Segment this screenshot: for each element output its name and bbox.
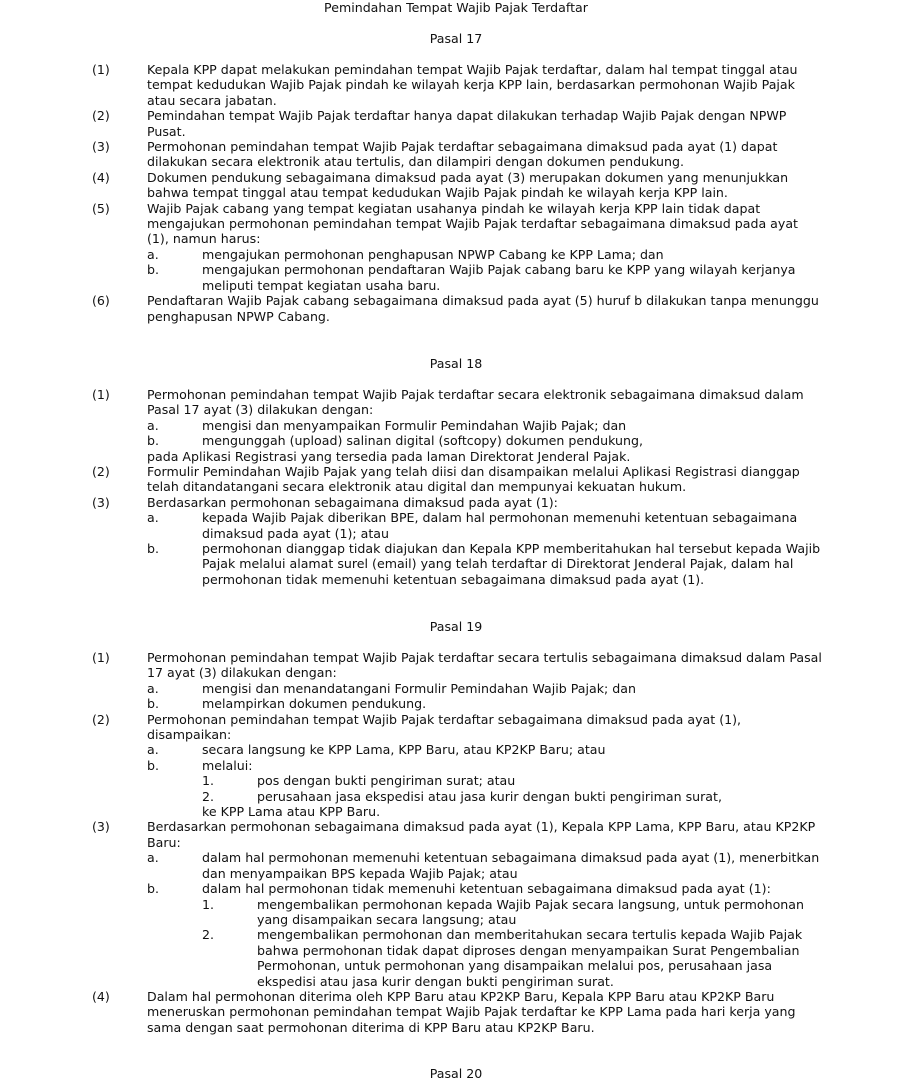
pasal-18-heading: Pasal 18	[429, 356, 483, 371]
ayat-text: Pemindahan tempat Wajib Pajak terdaftar hanya dapat dilakukan terhadap Wajib Pajak dengan NPWP Pusat.	[147, 108, 787, 139]
ayat-number: (2)	[92, 464, 110, 480]
ayat-number: (4)	[92, 988, 110, 1004]
sub-item-text: mengajukan permohonan penghapusan NPWP Cabang ke KPP Lama; dan	[202, 246, 664, 262]
sub-item-mark: a.	[147, 246, 159, 262]
sub-item-a	[147, 742, 822, 757]
ayat-text: Dalam hal permohonan diterima oleh KPP Baru atau KP2KP Baru, Kepala KPP Baru atau KP2KP Baru meneruskan permohonan pemindahan tempat Wajib Pajak terdaftar ke KPP Lama pada hari kerja yang sama dengan saat permohonan diterima di KPP Baru atau KP2KP Baru.	[147, 988, 796, 1035]
ayat-number: (3)	[92, 494, 110, 510]
ayat-text: Permohonan pemindahan tempat Wajib Pajak terdaftar secara tertulis sebagaimana dimaksud dalam Pasal 17 ayat (3) dilakukan dengan:	[147, 650, 822, 681]
sub-sub-item-1	[202, 897, 822, 928]
sub-sub-item-mark: 1.	[202, 773, 215, 789]
pasal-18-body	[0, 387, 912, 587]
sub-item-mark: b.	[147, 433, 159, 449]
sub-item-a	[147, 510, 822, 541]
pasal-18-ayat-2	[0, 464, 822, 495]
pasal-17-ayat-6	[0, 293, 822, 324]
sub-item-a	[147, 247, 822, 262]
ayat-number: (3)	[92, 819, 110, 835]
sub-item-a	[147, 681, 822, 696]
sub-item-mark: a.	[147, 742, 159, 758]
ayat-number: (2)	[92, 108, 110, 124]
ayat-text: Permohonan pemindahan tempat Wajib Pajak terdaftar sebagaimana dimaksud pada ayat (1), disampaikan:	[147, 711, 742, 743]
sub-item-text: melalui:	[202, 757, 253, 773]
pasal-19-heading: Pasal 19	[429, 619, 483, 634]
pasal-17-ayat-5	[0, 201, 822, 293]
sub-item-mark: b.	[147, 262, 159, 278]
sub-sub-item-text: perusahaan jasa ekspedisi atau jasa kurir dengan bukti pengiriman surat,	[257, 788, 722, 804]
pasal-19-ayat-3	[0, 819, 822, 988]
sub-item-mark: a.	[147, 850, 159, 866]
sub-sub-item-mark: 1.	[202, 896, 215, 912]
sub-item-mark: b.	[147, 696, 159, 712]
ayat-text: Dokumen pendukung sebagaimana dimaksud pada ayat (3) merupakan dokumen yang menunjukkan bahwa tempat tinggal atau tempat kedudukan Wajib Pajak pindah ke wilayah kerja KPP lain.	[147, 169, 789, 201]
sub-sub-item-1	[202, 773, 822, 788]
pasal-17-ayat-4	[0, 170, 822, 201]
ayat-text: Kepala KPP dapat melakukan pemindahan tempat Wajib Pajak terdaftar, dalam hal tempat tinggal atau tempat kedudukan Wajib Pajak pindah ke wilayah kerja KPP lain, berdasarkan permohonan Wajib Pajak atau secara jabatan.	[147, 62, 798, 108]
sub-sub-item-text: pos dengan bukti pengiriman surat; atau	[257, 773, 516, 789]
pasal-17-ayat-2	[0, 108, 822, 139]
pasal-17-body	[0, 62, 912, 324]
pasal-17-heading: Pasal 17	[429, 31, 483, 46]
sub-item-text: mengunggah (upload) salinan digital (softcopy) dokumen pendukung,	[202, 433, 643, 449]
sub-item-mark: b.	[147, 757, 159, 773]
ayat-text: Permohonan pemindahan tempat Wajib Pajak terdaftar secara elektronik sebagaimana dimaksud dalam Pasal 17 ayat (3) dilakukan dengan:	[147, 387, 804, 418]
sub-item-mark: b.	[147, 541, 159, 557]
sub-item-a	[147, 850, 822, 881]
ayat-text: Berdasarkan permohonan sebagaimana dimaksud pada ayat (1), Kepala KPP Lama, KPP Baru, atau KP2KP Baru:	[147, 819, 816, 850]
pasal-18-ayat-3	[0, 495, 822, 587]
sub-item-text: secara langsung ke KPP Lama, KPP Baru, atau KP2KP Baru; atau	[202, 742, 606, 758]
sub-item-b	[147, 696, 822, 711]
sub-sub-item-2	[202, 789, 822, 804]
ayat-text: Formulir Pemindahan Wajib Pajak yang telah diisi dan disampaikan melalui Aplikasi Registrasi dianggap telah ditandatangani secara elektronik atau digital dan mempunyai kekuatan hukum.	[147, 464, 800, 495]
sub-item-b	[147, 881, 822, 989]
ayat-number: (3)	[92, 139, 110, 155]
ayat-number: (5)	[92, 200, 110, 216]
pasal-19-ayat-2	[0, 712, 822, 820]
ayat-number: (1)	[92, 650, 110, 665]
sub-sub-item-mark: 2.	[202, 927, 215, 943]
sub-item-b	[147, 541, 822, 587]
ayat-text: Wajib Pajak cabang yang tempat kegiatan usahanya pindah ke wilayah kerja KPP lain tidak dapat mengajukan permohonan pemindahan tempat Wajib Pajak terdaftar sebagaimana dimaksud pada ayat (1), namun harus:	[147, 200, 798, 247]
ayat-number: (1)	[92, 62, 110, 77]
pasal-18-ayat-1	[0, 387, 822, 464]
sub-item-text: kepada Wajib Pajak diberikan BPE, dalam hal permohonan memenuhi ketentuan sebagaimana dimaksud pada ayat (1); atau	[202, 510, 798, 541]
ayat-continuation: pada Aplikasi Registrasi yang tersedia pada laman Direktorat Jenderal Pajak.	[147, 448, 631, 464]
sub-sub-item-2	[202, 927, 822, 989]
ayat-number: (1)	[92, 387, 110, 402]
pasal-19-ayat-4	[0, 989, 822, 1035]
sub-item-text: mengajukan permohonan pendaftaran Wajib Pajak cabang baru ke KPP yang wilayah kerjanya meliputi tempat kegiatan usaha baru.	[202, 262, 796, 293]
sub-item-text: dalam hal permohonan memenuhi ketentuan sebagaimana dimaksud pada ayat (1), menerbitkan dan menyampaikan BPS kepada Wajib Pajak; atau	[202, 850, 820, 881]
ayat-text: Permohonan pemindahan tempat Wajib Pajak terdaftar sebagaimana dimaksud pada ayat (1) dapat dilakukan secara elektronik atau tertulis, dan dilampiri dengan dokumen pendukung.	[147, 139, 778, 170]
sub-item-b	[147, 262, 822, 293]
pasal-17-ayat-1	[0, 62, 822, 108]
sub-sub-item-text: mengembalikan permohonan kepada Wajib Pajak secara langsung, untuk permohonan yang disampaikan secara langsung; atau	[257, 896, 804, 927]
sub-item-text: mengisi dan menyampaikan Formulir Pemindahan Wajib Pajak; dan	[202, 417, 627, 433]
sub-item-mark: a.	[147, 417, 159, 433]
pasal-20-heading: Pasal 20	[429, 1066, 483, 1081]
sub-sub-item-text: mengembalikan permohonan dan memberitahukan secara tertulis kepada Wajib Pajak bahwa permohonan tidak dapat diproses dengan menyampaikan Surat Pengembalian Permohonan, untuk permohonan yang disampaikan melalui pos, perusahaan jasa ekspedisi atau jasa kurir dengan bukti pengiriman surat.	[257, 927, 803, 989]
sub-item-text: dalam hal permohonan tidak memenuhi ketentuan sebagaimana dimaksud pada ayat (1):	[202, 881, 771, 897]
pasal-19-ayat-1	[0, 650, 822, 712]
sub-item-text: mengisi dan menandatangani Formulir Pemindahan Wajib Pajak; dan	[202, 680, 636, 696]
pasal-17-ayat-3	[0, 139, 822, 170]
pasal-19-body	[0, 650, 912, 1035]
ayat-number: (2)	[92, 711, 110, 727]
sub-sub-item-mark: 2.	[202, 788, 215, 804]
sub-item-continuation: ke KPP Lama atau KPP Baru.	[202, 804, 381, 820]
sub-item-text: permohonan dianggap tidak diajukan dan Kepala KPP memberitahukan hal tersebut kepada Wajib Pajak melalui alamat surel (email) yang telah terdaftar di Direktorat Jenderal Pajak, dalam hal permohonan tidak memenuhi ketentuan sebagaimana dimaksud pada ayat (1).	[202, 541, 821, 587]
ayat-number: (6)	[92, 293, 110, 309]
ayat-text: Pendaftaran Wajib Pajak cabang sebagaimana dimaksud pada ayat (5) huruf b dilakukan tanpa menunggu penghapusan NPWP Cabang.	[147, 293, 819, 324]
sub-item-a	[147, 418, 822, 433]
ayat-text: Berdasarkan permohonan sebagaimana dimaksud pada ayat (1):	[147, 494, 558, 510]
sub-item-mark: b.	[147, 881, 159, 897]
ayat-number: (4)	[92, 169, 110, 185]
sub-item-mark: a.	[147, 510, 159, 526]
sub-item-b	[147, 758, 822, 820]
sub-item-text: melampirkan dokumen pendukung.	[202, 696, 427, 712]
sub-item-b	[147, 433, 822, 448]
sub-item-mark: a.	[147, 680, 159, 696]
page-title: Pemindahan Tempat Wajib Pajak Terdaftar	[324, 0, 588, 15]
